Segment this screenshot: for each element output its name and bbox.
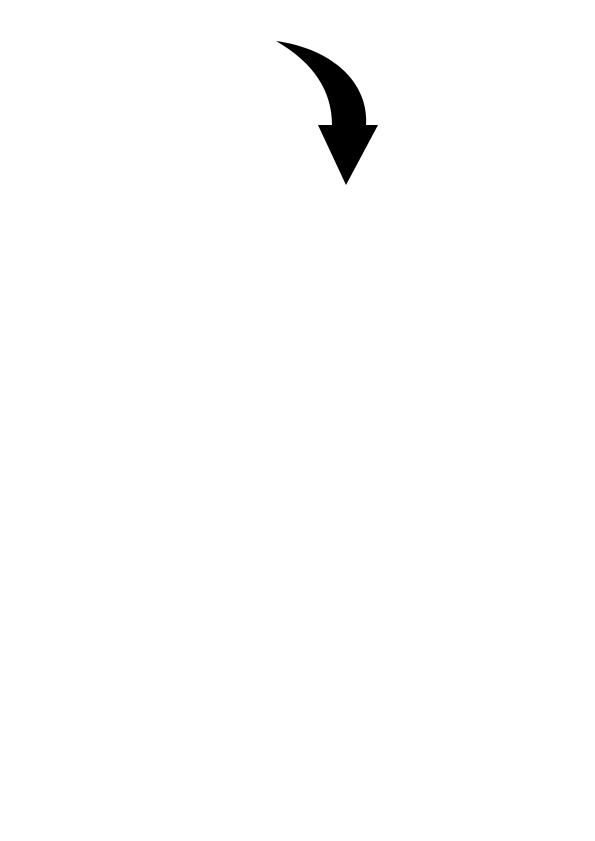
board-diagram: [52, 39, 544, 191]
curved-arrow-icon: [274, 39, 386, 189]
page-content: [52, 38, 544, 197]
